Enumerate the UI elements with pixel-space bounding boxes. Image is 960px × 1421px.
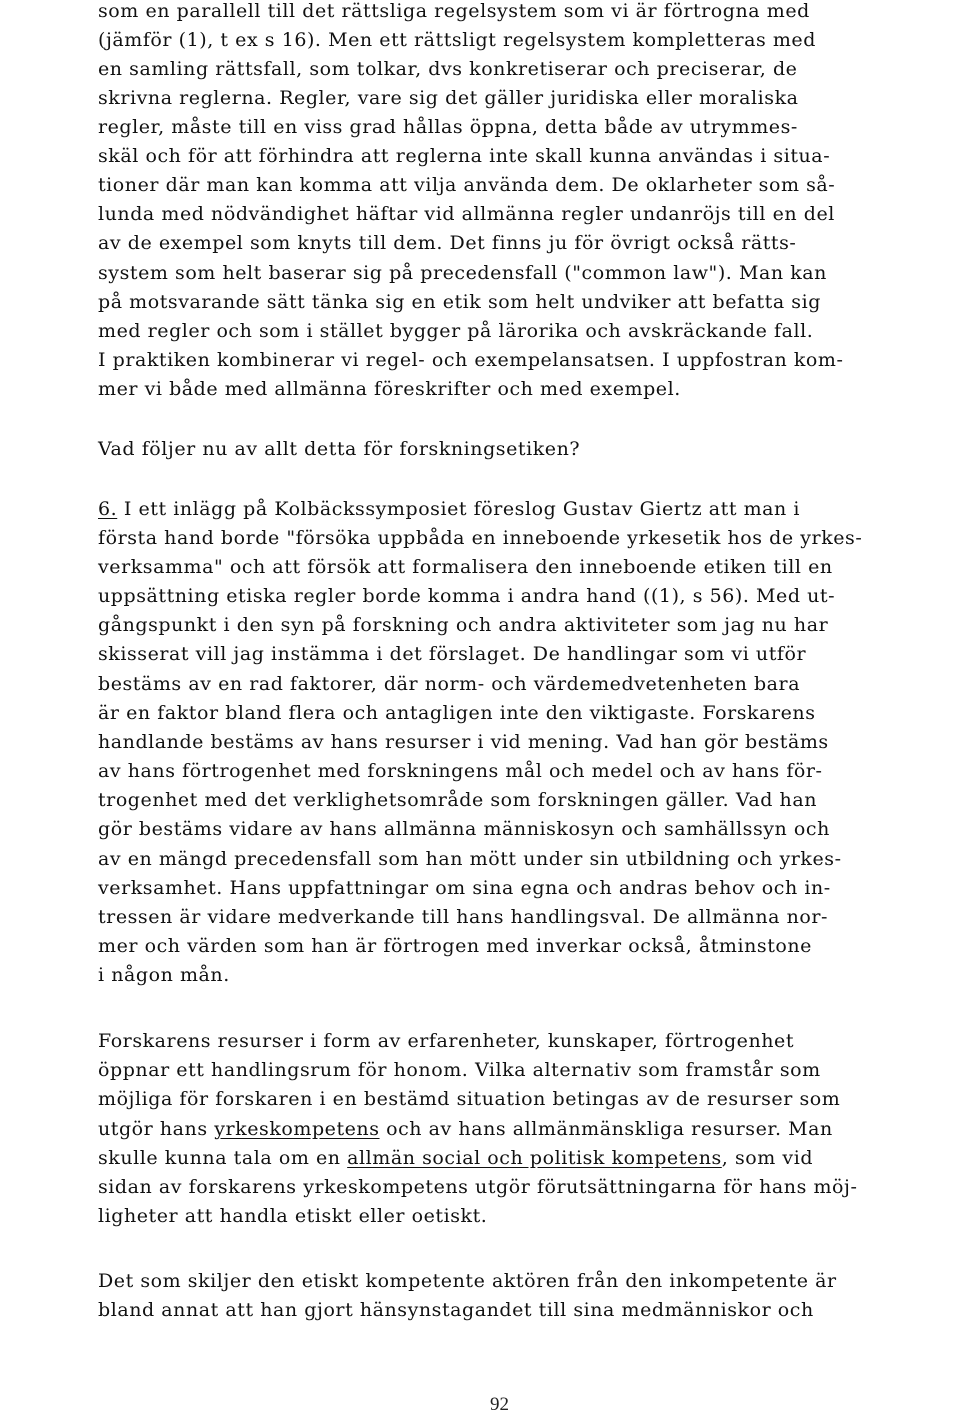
text-line: som en parallell till det rättsliga regelsystem som vi är förtrogna med — [98, 0, 810, 22]
text-line: verksamma" och att försök att formalisera den inneboende etiken till en — [98, 556, 833, 578]
text-line: bestäms av en rad faktorer, där norm- och värdemedvetenheten bara — [98, 673, 801, 695]
underlined-term: yrkeskompetens — [214, 1118, 380, 1140]
page-number: 92 — [490, 1394, 509, 1415]
text-line: Forskarens resurser i form av erfarenheter, kunskaper, förtrogenhet — [98, 1030, 795, 1052]
text-line: (jämför (1), t ex s 16). Men ett rättsligt regelsystem kompletteras med — [98, 29, 816, 51]
text-line — [98, 1120, 833, 1139]
text-line: en samling rättsfall, som tolkar, dvs konkretiserar och preciserar, de — [98, 58, 798, 80]
underlined-term: allmän social och politisk kompetens — [347, 1147, 722, 1169]
text-line — [98, 500, 800, 519]
text-line: bland annat att han gjort hänsynstagandet till sina medmänniskor och — [98, 1299, 814, 1321]
text-span: , som vid — [721, 1147, 814, 1169]
text-line: skäl och för att förhindra att reglerna inte skall kunna användas i situa- — [98, 145, 831, 167]
text-line: uppsättning etiska regler borde komma i andra hand ((1), s 56). Med ut- — [98, 585, 836, 607]
text-line: sidan av forskarens yrkeskompetens utgör förutsättningarna för hans möj- — [98, 1176, 858, 1198]
text-line: tioner där man kan komma att vilja använda dem. De oklarheter som så- — [98, 174, 836, 196]
text-line: system som helt baserar sig på precedensfall ("common law"). Man kan — [98, 262, 827, 284]
text-line: av de exempel som knyts till dem. Det finns ju för övrigt också rätts- — [98, 232, 797, 254]
text-line: öppnar ett handlingsrum för honom. Vilka alternativ som framstår som — [98, 1059, 821, 1081]
text-line: möjliga för forskaren i en bestämd situation betingas av de resurser som — [98, 1088, 841, 1110]
text-line: I praktiken kombinerar vi regel- och exempelansatsen. I uppfostran kom- — [98, 349, 844, 371]
question-line: Vad följer nu av allt detta för forskningsetiken? — [98, 438, 581, 460]
text-span: skulle kunna tala om en — [98, 1147, 348, 1169]
section-number: 6. — [98, 498, 118, 520]
text-span: I ett inlägg på Kolbäckssymposiet föreslog Gustav Giertz att man i — [117, 498, 801, 520]
text-line: är en faktor bland flera och antagligen inte den viktigaste. Forskarens — [98, 702, 816, 724]
text-line: verksamhet. Hans uppfattningar om sina egna och andras behov och in- — [98, 877, 831, 899]
text-line: mer och värden som han är förtrogen med inverkar också, åtminstone — [98, 935, 812, 957]
text-line: lunda med nödvändighet häftar vid allmänna regler undanröjs till en del — [98, 203, 835, 225]
text-line: ligheter att handla etiskt eller oetiskt. — [98, 1205, 488, 1227]
text-line: första hand borde "försöka uppbåda en inneboende yrkesetik hos de yrkes- — [98, 527, 863, 549]
text-span: och av hans allmänmänskliga resurser. Man — [379, 1118, 833, 1140]
text-line: i någon mån. — [98, 964, 230, 986]
text-line: tressen är vidare medverkande till hans handlingsval. De allmänna nor- — [98, 906, 828, 928]
text-line: skrivna reglerna. Regler, vare sig det gäller juridiska eller moraliska — [98, 87, 799, 109]
text-line: trogenhet med det verklighetsområde som forskningen gäller. Vad han — [98, 789, 817, 811]
text-line: gör bestäms vidare av hans allmänna människosyn och samhällssyn och — [98, 818, 830, 840]
text-line: skisserat vill jag instämma i det förslaget. De handlingar som vi utför — [98, 643, 807, 665]
text-line: med regler och som i stället bygger på lärorika och avskräckande fall. — [98, 320, 814, 342]
text-line: av hans förtrogenhet med forskningens mål och medel och av hans för- — [98, 760, 823, 782]
text-line — [98, 1149, 813, 1168]
text-line: av en mängd precedensfall som han mött under sin utbildning och yrkes- — [98, 848, 842, 870]
text-line: regler, måste till en viss grad hållas öppna, detta både av utrymmes- — [98, 116, 798, 138]
text-line: mer vi både med allmänna föreskrifter och med exempel. — [98, 378, 681, 400]
text-line: på motsvarande sätt tänka sig en etik som helt undviker att befatta sig — [98, 291, 821, 313]
text-span: utgör hans — [98, 1118, 215, 1140]
text-line: Det som skiljer den etiskt kompetente aktören från den inkompetente är — [98, 1270, 837, 1292]
text-line: handlande bestäms av hans resurser i vid mening. Vad han gör bestäms — [98, 731, 829, 753]
text-line: gångspunkt i den syn på forskning och andra aktiviteter som jag nu har — [98, 614, 829, 636]
